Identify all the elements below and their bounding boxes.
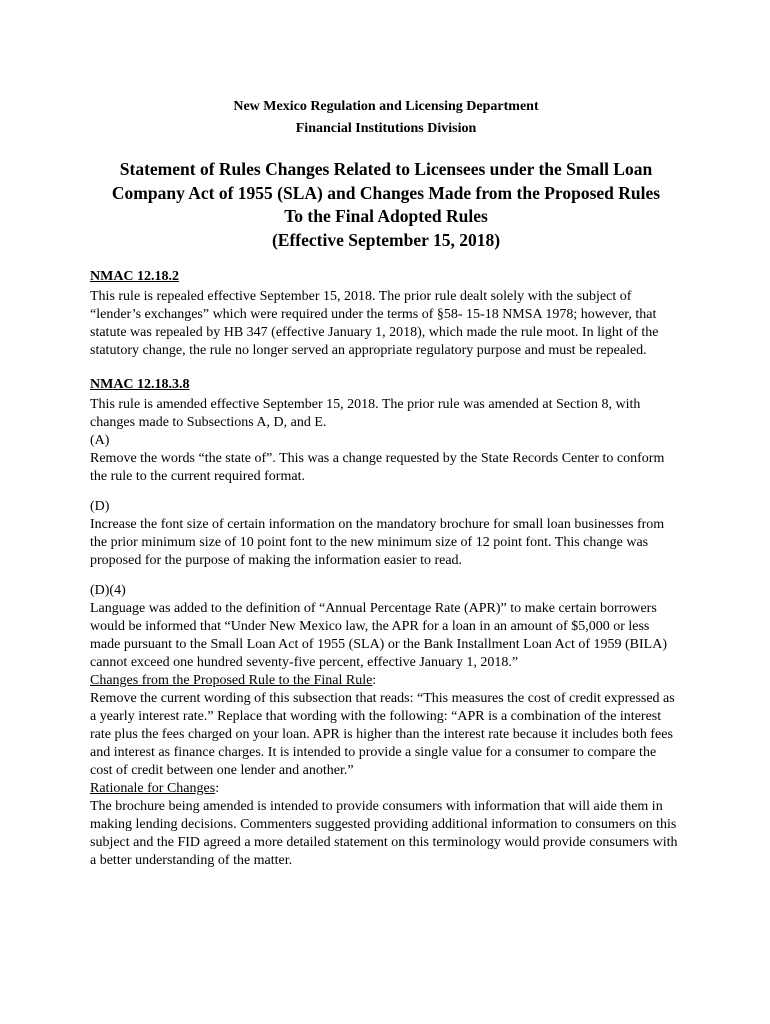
section-body: This rule is repealed effective September 15, 2018. The prior rule dealt solely with the subject of “lender’s exchanges” which were required under the terms of §58- 15-18 NMSA 1978; however, that statute was repealed by HB 347 (effective January 1, 2018), which made the rule moot. In light of the statutory change, the rule no longer served an appropriate regulatory purpose and must be repealed.	[90, 289, 659, 358]
spacer	[90, 486, 682, 498]
title-line-1: Statement of Rules Changes Related to Licensees under the Small Loan	[119, 159, 653, 179]
section-nmac-12-18-2	[90, 268, 682, 360]
rationale-colon: :	[215, 781, 220, 796]
section-nmac-12-18-3-8	[90, 376, 682, 870]
changes-label: Changes from the Proposed Rule to the Final Rule	[90, 673, 373, 688]
spacer	[90, 570, 682, 582]
section-heading: NMAC 12.18.2	[90, 269, 180, 284]
changes-heading	[90, 672, 682, 690]
changes-body: Remove the current wording of this subsection that reads: “This measures the cost of credit expressed as a yearly interest rate.” Replace that wording with the following: “APR is a combination of the interest rate plus the fees charged on your loan. APR is higher than the interest rate because it includes both fees and interest as finance charges. It is intended to provide a single value for a consumer to compare the cost of credit between one lender and another.”	[90, 691, 675, 778]
subsection-a-body: Remove the words “the state of”. This was a change requested by the State Records Center to conform the rule to the current required format.	[90, 451, 665, 484]
rationale-body: The brochure being amended is intended to provide consumers with information that will aide them in making lending decisions. Commenters suggested providing additional information to consumers on this subject and the FID agreed a more detailed statement on this terminology would provide consumers with a better understanding of the matter.	[90, 799, 678, 868]
title-line-2: Company Act of 1955 (SLA) and Changes Made from the Proposed Rules	[111, 182, 661, 203]
rationale-heading	[90, 780, 682, 798]
document-page	[90, 96, 682, 870]
section-heading: NMAC 12.18.3.8	[90, 377, 190, 392]
department-name: New Mexico Regulation and Licensing Department	[233, 99, 539, 114]
subsection-d4-body: Language was added to the definition of “Annual Percentage Rate (APR)” to make certain borrowers would be informed that “Under New Mexico law, the APR for a loan in an amount of $5,000 or less made pursuant to the Small Loan Act of 1955 (SLA) or the Bank Installment Loan Act of 1959 (BILA) cannot exceed one hundred seventy-five percent, effective January 1, 2018.”	[90, 601, 667, 670]
subsection-d-label: (D)	[90, 499, 110, 514]
rationale-label: Rationale for Changes	[90, 781, 216, 796]
subsection-a-label: (A)	[90, 433, 110, 448]
subsection-d4-label: (D)(4)	[90, 583, 126, 598]
section-intro: This rule is amended effective September 15, 2018. The prior rule was amended at Section 8, with changes made to Subsections A, D, and E.	[90, 397, 641, 430]
title-line-3: To the Final Adopted Rules	[284, 206, 488, 226]
changes-colon: :	[372, 673, 377, 688]
division-name: Financial Institutions Division	[295, 121, 477, 136]
document-header	[90, 96, 682, 140]
document-title	[90, 158, 682, 252]
subsection-d-body: Increase the font size of certain information on the mandatory brochure for small loan businesses from the prior minimum size of 10 point font to the new minimum size of 12 point font. This change was proposed for the purpose of making the information easier to read.	[90, 517, 665, 568]
title-line-4: (Effective September 15, 2018)	[271, 229, 501, 250]
